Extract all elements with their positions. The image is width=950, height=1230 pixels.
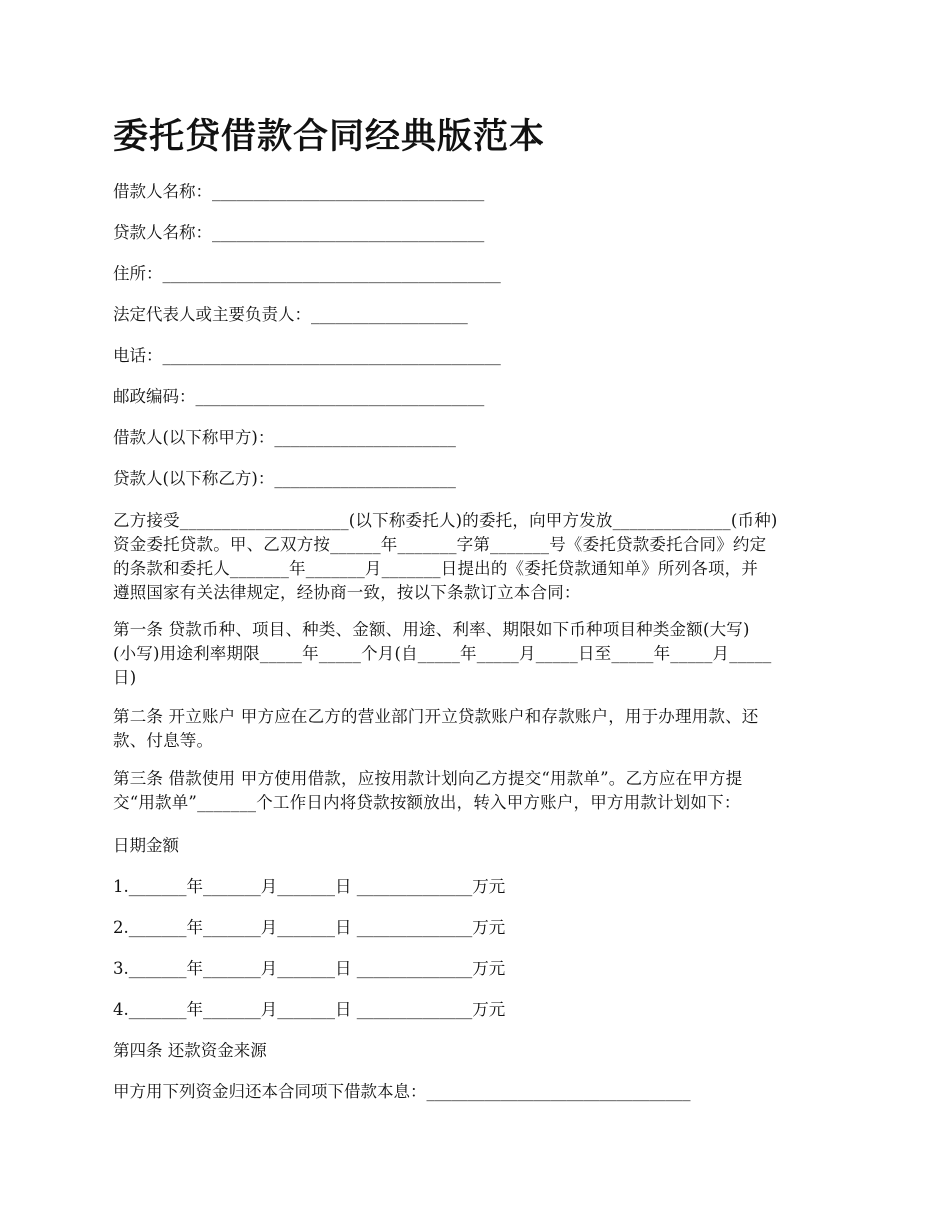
postal-code-field: 邮政编码：___________________________________ bbox=[113, 387, 485, 406]
preamble-line: 遵照国家有关法律规定，经协商一致，按以下条款订立本合同： bbox=[113, 583, 581, 602]
address-field: 住所：_________________________________________ bbox=[113, 264, 501, 283]
article-2-paragraph bbox=[113, 705, 841, 753]
article-3-line: 第三条 借款使用 甲方使用借款，应按用款计划向乙方提交“用款单”。乙方应在甲方提 bbox=[113, 769, 743, 788]
preamble-line: 的条款和委托人_______年_______月_______日提出的《委托贷款通知单》所列各项，并 bbox=[113, 559, 759, 578]
party-b-field: 贷款人(以下称乙方)：______________________ bbox=[113, 469, 456, 488]
schedule-header: 日期金额 bbox=[113, 836, 179, 855]
article-1-line: 第一条 贷款币种、项目、种类、金额、用途、利率、期限如下币种项目种类金额(大写) bbox=[113, 620, 750, 639]
legal-representative-field: 法定代表人或主要负责人：___________________ bbox=[113, 305, 468, 324]
article-1-paragraph bbox=[113, 618, 841, 690]
document-title: 委托贷借款合同经典版范本 bbox=[113, 117, 546, 157]
lender-name-field: 贷款人名称：_________________________________ bbox=[113, 223, 485, 242]
phone-field: 电话：_________________________________________ bbox=[113, 346, 501, 365]
article-1-line: (小写)用途利率期限_____年_____个月(自_____年_____月_____日至_____年_____月_____ bbox=[113, 644, 772, 663]
article-1-line: 日) bbox=[113, 668, 137, 687]
party-a-field: 借款人(以下称甲方)：______________________ bbox=[113, 428, 456, 447]
schedule-row: 1._______年_______月_______日 ______________万元 bbox=[113, 877, 506, 896]
article-4-title: 第四条 还款资金来源 bbox=[113, 1041, 267, 1060]
article-2-line: 第二条 开立账户 甲方应在乙方的营业部门开立贷款账户和存款账户，用于办理用款、还 bbox=[113, 707, 759, 726]
article-3-paragraph bbox=[113, 767, 841, 815]
preamble-paragraph bbox=[113, 509, 841, 605]
schedule-row: 4._______年_______月_______日 ______________万元 bbox=[113, 1000, 506, 1019]
article-3-line: 交“用款单”_______个工作日内将贷款按额放出，转入甲方账户，甲方用款计划如下： bbox=[113, 793, 741, 812]
schedule-row: 2._______年_______月_______日 ______________万元 bbox=[113, 918, 506, 937]
preamble-line: 乙方接受____________________(以下称委托人)的委托，向甲方发放______________(币种) bbox=[113, 511, 778, 530]
preamble-line: 资金委托贷款。甲、乙双方按______年_______字第_______号《委托贷款委托合同》约定 bbox=[113, 535, 767, 554]
schedule-row: 3._______年_______月_______日 ______________万元 bbox=[113, 959, 506, 978]
borrower-name-field: 借款人名称：_________________________________ bbox=[113, 182, 485, 201]
article-4-text: 甲方用下列资金归还本合同项下借款本息：________________________________ bbox=[113, 1082, 691, 1101]
article-2-line: 款、付息等。 bbox=[113, 731, 214, 750]
